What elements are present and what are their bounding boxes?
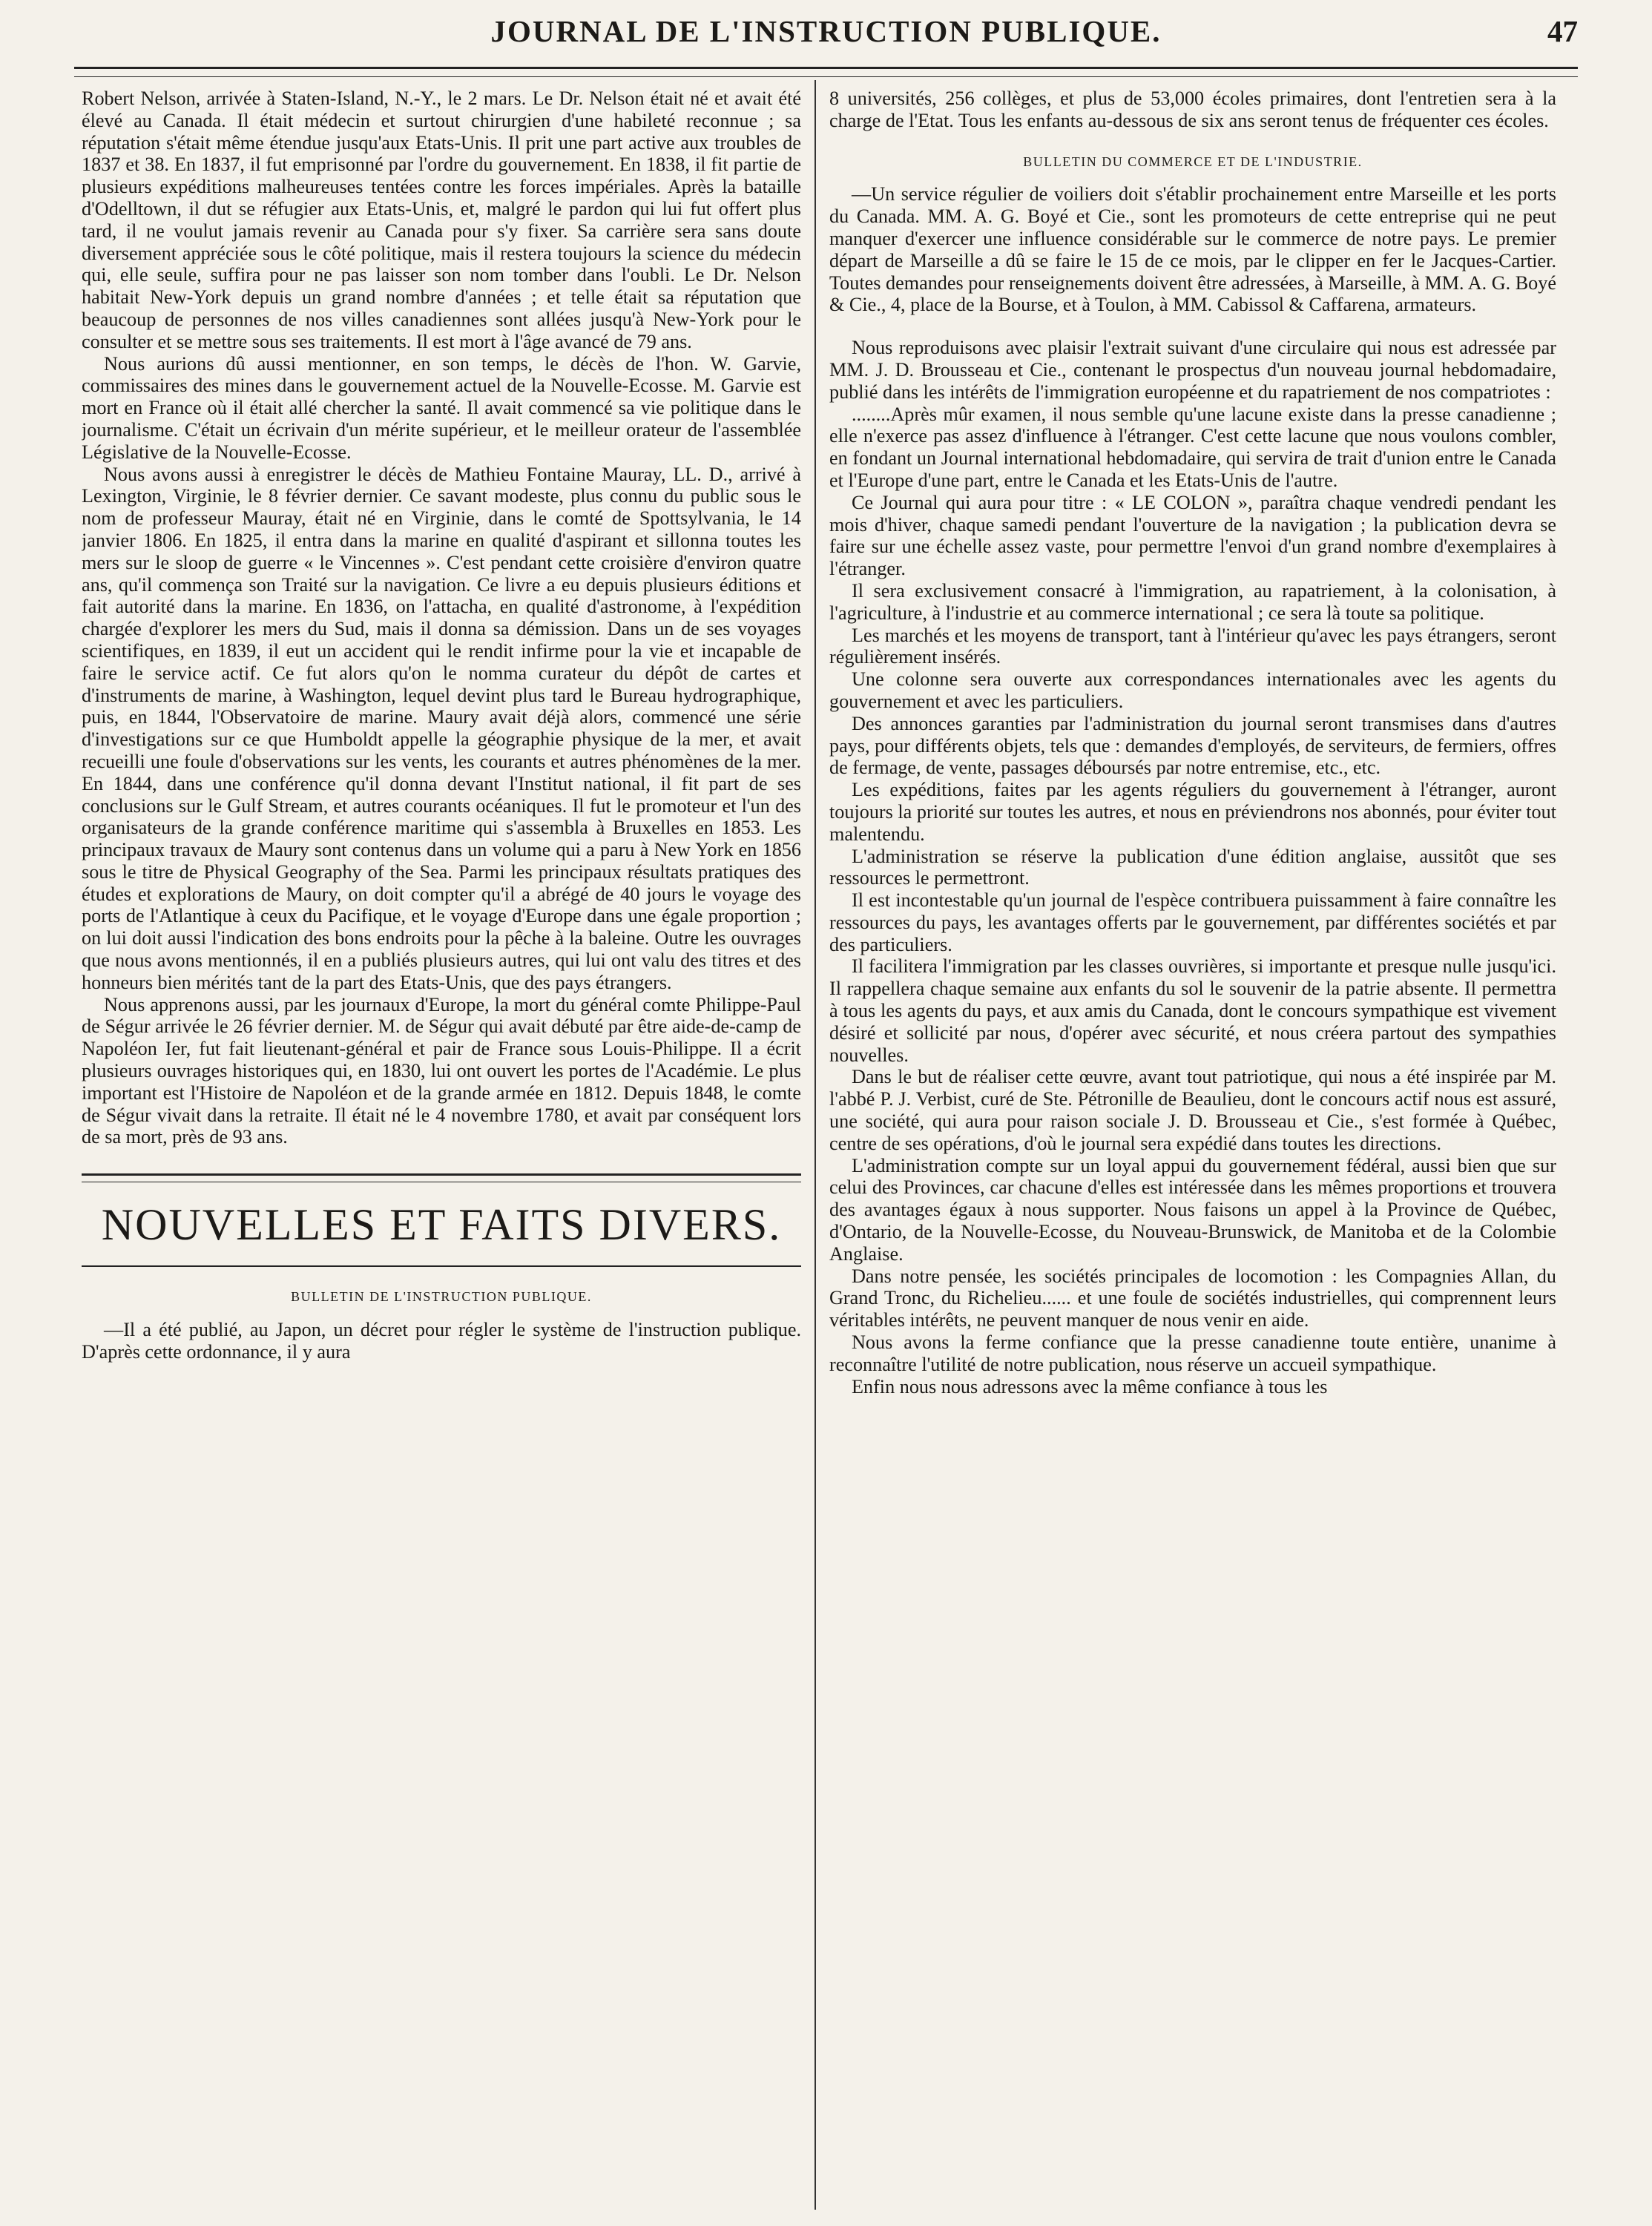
paragraph-expeditions: Les expéditions, faites par les agents réguliers du gouvernement à l'étranger, auront toujours la priorité sur toutes les autres, et nous en préviendrons nos abonnés, pour éviter tout malentendu. [829, 779, 1556, 845]
paragraph-administration: L'administration compte sur un loyal appui du gouvernement fédéral, aussi bien que sur celui des Provinces, car chacune d'elles est intéressée dans les mêmes proportions et trouvera des avantages égaux à nous supporter. Nous faisons un appel à la Province de Québec, d'Ontario, de la Nouvelle-Ecosse, du Nouveau-Brunswick, de Manitoba et de la Colombie Anglaise. [829, 1154, 1556, 1265]
paragraph-enfin: Enfin nous nous adressons avec la même confiance à tous les [852, 1375, 1328, 1397]
paragraph-maury: Nous avons aussi à enregistrer le décès de Mathieu Fontaine Mauray, LL. D., arrivé à Lexington, Virginie, le 8 février dernier. Ce savant modeste, plus connu du public sous le nom de professeur Mauray, était né en Virginie, dans le comté de Spottsylvania, le 14 janvier 1806. En 1825, il entra dans la marine en qualité d'aspirant et sillonna toutes les mers sur le sloop de guerre « le Vincennes ». C'est pendant cette croisière d'environ quatre ans, qu'il commença son Traité sur la navigation. Ce livre a eu depuis plusieurs éditions et fait autorité dans la marine. En 1836, on l'attacha, en qualité d'astronome, à l'expédition chargée d'explorer les mers du Sud, mais il donna sa démission. Dans un de ses voyages scientifiques, en 1839, il eut un accident qui le rendit infirme pour la vie et incapable de faire le service actif. Ce fut alors qu'on le nomma curateur du dépôt de cartes et d'instruments de marine, à Washington, lequel devint plus tard le Bureau hydrographique, puis, en 1844, l'Observatoire de marine. Maury avait déjà alors, commencé une série d'investigations sur ce que Humboldt appelle la géographie physique de la mer, et avait recueilli une foule d'observations sur les vents, les courants et autres phénomènes de la mer. En 1844, dans une conférence qu'il donna devant l'Institut national, il fit part de ses conclusions sur le Gulf Stream, et autres courants océaniques. Il fut le promoteur et l'un des organisateurs de la grande conférence maritime qui s'assembla à Bruxelles en 1853. Les principaux travaux de Maury sont contenus dans un volume qui a paru à New York en 1856 sous le titre de Physical Geography of the Sea. Parmi les principaux résultats pratiques des études et explorations de Maury, on doit compter qu'il a abrégé de 40 jours le voyage des ports de l'Atlantique à ceux du Pacifique, et le voyage d'Europe dans une égale proportion ; on lui doit aussi l'indication des bons endroits pour la pêche à la baleine. Outre les ouvrages que nous avons mentionnés, il en a publiés plusieurs autres, qui lui ont valu des titres et des honneurs bien mérités tant de la part des Etats-Unis, que des pays étrangers. [82, 463, 801, 993]
header-rule [74, 67, 1578, 77]
paragraph-nelson: Robert Nelson, arrivée à Staten-Island, N.-Y., le 2 mars. Le Dr. Nelson était né et avait été élevé au Canada. Il était médecin et surtout chirurgien d'une habileté reconnue ; sa réputation s'était même étendue jusqu'aux Etats-Unis. Il prit une part active aux troubles de 1837 et 38. En 1837, il fut emprisonné par l'ordre du gouvernement. En 1838, il fit partie de plusieurs expéditions malheureuses tentées contre les forces impériales. Après la bataille d'Odelltown, il dut se réfugier aux Etats-Unis, et, malgré le pardon qui lui fut offert plus tard, il ne voulut jamais revenir au Canada pour s'y fixer. Sa carrière sera sans doute diversement appréciée sous le côté politique, mais il restera toujours la science du médecin qui, elle seule, suffira pour ne pas laisser son nom tomber dans l'oubli. Le Dr. Nelson habitait New-York depuis un grand nombre d'années ; et telle était sa réputation que beaucoup de personnes de nos villes canadiennes sont allées jusqu'à New-York pour le consulter et se mettre sous ses traitements. Il est mort à l'âge avancé de 79 ans. [82, 88, 801, 352]
section-rule-bottom [82, 1265, 801, 1267]
right-column [829, 88, 1556, 2208]
paragraph-le-colon: Ce Journal qui aura pour titre : « LE COLON », paraîtra chaque vendredi pendant les mois d'hiver, chaque samedi pendant l'ouverture de la navigation ; la publication devra se faire sur une échelle assez vaste, pour permettre l'envoi d'un grand nombre d'exemplaires à l'étranger. [829, 491, 1556, 580]
paragraph-locomotion: Dans notre pensée, les sociétés principales de locomotion : les Compagnies Allan, du Grand Tronc, du Richelieu...... et une foule de sociétés industrielles, qui comprennent leurs véritables intérêts, ne peuvent manquer de nous venir en aide. [829, 1265, 1556, 1331]
paragraph-confiance: Nous avons la ferme confiance que la presse canadienne toute entière, unanime à reconnaître l'utilité de notre publication, nous réserve un accueil sympathique. [829, 1331, 1556, 1375]
paragraph-incontestable: Il est incontestable qu'un journal de l'espèce contribuera puissamment à faire connaître les ressources du pays, les avantages offerts par le gouvernement, par différentes sociétés et par des particuliers. [829, 889, 1556, 955]
paragraph-japon: —Il a été publié, au Japon, un décret pour régler le système de l'instruction publique. D'après cette ordonnance, il y aura [82, 1319, 801, 1363]
page-header [74, 13, 1578, 58]
paragraph-immigration: Il facilitera l'immigration par les classes ouvrières, si importante et presque nulle jusqu'ici. Il rappellera chaque semaine aux enfants du sol le souvenir de la patrie absente. Il permettra à tous les agents du pays, et aux amis du Canada, dont le concours sympathique est vivement désiré et sollicité par nous, d'opérer avec sécurité, et nous créera partout des sympathies nouvelles. [829, 955, 1556, 1066]
paragraph-marches: Les marchés et les moyens de transport, tant à l'intérieur qu'avec les pays étrangers, seront régulièrement insérés. [829, 624, 1556, 668]
bulletin-heading-commerce: BULLETIN DU COMMERCE ET DE L'INDUSTRIE. [1023, 154, 1363, 169]
paragraph-oeuvre: Dans le but de réaliser cette œuvre, avant tout patriotique, qui nous a été inspirée par M. l'abbé P. J. Verbist, curé de Ste. Pétronille de Beaulieu, dont le concours actif nous est assuré, une société, qui aura pour raison sociale J. D. Brousseau et Cie., s'est formée à Québec, centre de ses opérations, d'où le journal sera expédié dans toutes les directions. [829, 1066, 1556, 1154]
journal-title: JOURNAL DE L'INSTRUCTION PUBLIQUE. [490, 14, 1162, 48]
section-rule-top [82, 1173, 801, 1182]
paragraph-annonces: Des annonces garanties par l'administration du journal seront transmises dans d'autres pays, pour différents objets, tels que : demandes d'employés, de serviteurs, de fermiers, offres de fermage, de vente, passages déboursés par notre entremise, etc., etc. [829, 712, 1556, 779]
left-column [82, 88, 801, 2208]
paragraph-japon-continued: 8 universités, 256 collèges, et plus de 53,000 écoles primaires, dont l'entretien sera à la charge de l'Etat. Tous les enfants au-dessous de six ans seront tenus de fréquenter ces écoles. [829, 88, 1556, 131]
paragraph-edition-anglaise: L'administration se réserve la publication d'une édition anglaise, aussitôt que ses ressources le permettront. [829, 845, 1556, 889]
paragraph-segur: Nous apprenons aussi, par les journaux d'Europe, la mort du général comte Philippe-Paul de Ségur arrivée le 26 février dernier. M. de Ségur qui avait débuté par être aide-de-camp de Napoléon Ier, fut fait lieutenant-général et pair de France sous Louis-Philippe. Il a écrit plusieurs ouvrages historiques qui, en 1830, lui ont ouvert les portes de l'Académie. Le plus important est l'Histoire de Napoléon et de la grande armée en 1812. Depuis 1848, le comte de Ségur vivait dans la retraite. Il était né le 4 novembre 1780, et avait par conséquent lors de sa mort, près de 93 ans. [82, 993, 801, 1148]
bulletin-heading-instruction: BULLETIN DE L'INSTRUCTION PUBLIQUE. [291, 1289, 592, 1305]
paragraph-voiliers: —Un service régulier de voiliers doit s'établir prochainement entre Marseille et les ports du Canada. MM. A. G. Boyé et Cie., sont les promoteurs de cette entreprise qui ne peut manquer d'exercer une influence considérable sur le commerce de notre pays. Le premier départ de Marseille a dû se faire le 15 de ce mois, par le clipper en fer le Jacques-Cartier. Toutes demandes pour renseignements doivent être adressées, à Marseille, à MM. A. G. Boyé & Cie., 4, place de la Bourse, et à Toulon, à MM. Cabissol & Caffarena, armateurs. [829, 183, 1556, 316]
paragraph-garvie: Nous aurions dû aussi mentionner, en son temps, le décès de l'hon. W. Garvie, commissaires des mines dans le gouvernement actuel de la Nouvelle-Ecosse. M. Garvie est mort en France où il était allé chercher la santé. Il avait commencé sa vie politique dans le journalisme. C'était un écrivain d'un mérite supérieur, et le meilleur orateur de l'assemblée Législative de la Nouvelle-Ecosse. [82, 352, 801, 463]
page-number: 47 [1547, 14, 1578, 48]
column-divider [815, 80, 816, 2210]
paragraph-consacre: Il sera exclusivement consacré à l'immigration, au rapatriement, à la colonisation, à l'agriculture, à l'industrie et au commerce international ; ce sera là toute sa politique. [829, 579, 1556, 624]
paragraph-colonne: Une colonne sera ouverte aux correspondances internationales avec les agents du gouvernement et avec les particuliers. [829, 668, 1556, 712]
paragraph-circulaire: Nous reproduisons avec plaisir l'extrait suivant d'une circulaire qui nous est adressée par MM. J. D. Brousseau et Cie., contenant le prospectus d'un nouveau journal hebdomadaire, publié dans les intérêts de l'immigration européenne et du rapatriement de nos compatriotes : [829, 337, 1556, 403]
paragraph-lacune: ........Après mûr examen, il nous semble qu'une lacune existe dans la presse canadienne ; elle n'exerce pas assez d'influence à l'étranger. C'est cette lacune que nous voulons combler, en fondant un Journal international hebdomadaire, qui servira de trait d'union entre le Canada et l'Europe d'une part, entre le Canada et les Etats-Unis de l'autre. [829, 403, 1556, 491]
section-title: NOUVELLES ET FAITS DIVERS. [101, 1200, 782, 1250]
